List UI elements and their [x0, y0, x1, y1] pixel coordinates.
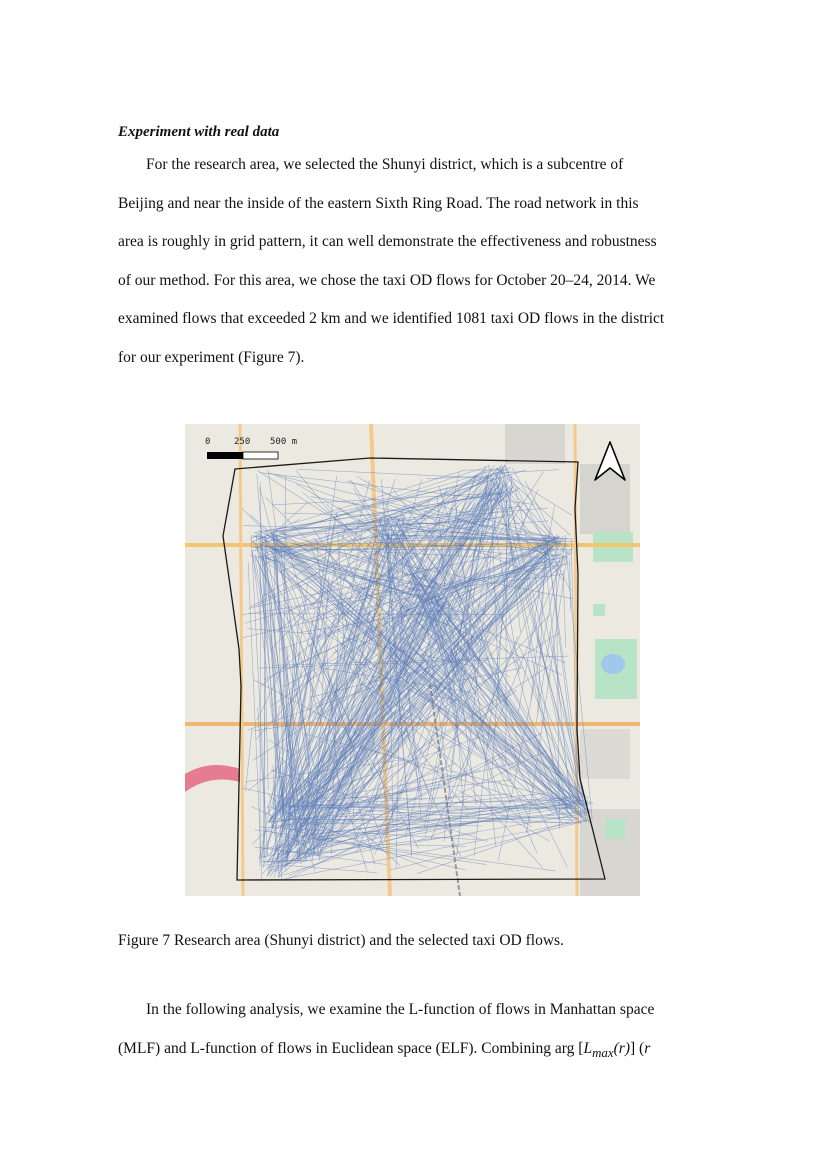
paragraph-research-area	[118, 146, 718, 378]
text-line: For the research area, we selected the Shunyi district, which is a subcentre of	[146, 156, 624, 173]
text-line: Beijing and near the inside of the eastern Sixth Ring Road. The road network in this	[118, 194, 639, 212]
paragraph-analysis	[118, 991, 718, 1072]
text-fragment: ] (	[629, 1039, 645, 1057]
math-l: L	[583, 1039, 593, 1057]
text-line	[118, 1030, 718, 1073]
scale-label-500: 500 m	[270, 437, 298, 447]
figure-caption: Figure 7 Research area (Shunyi district) and the selected taxi OD flows.	[118, 932, 564, 949]
scale-label-250: 250	[234, 437, 251, 447]
math-argument: (r)	[613, 1039, 630, 1057]
figure-7-map	[185, 424, 640, 896]
scale-segment-white	[243, 452, 278, 459]
math-subscript: max	[592, 1044, 614, 1060]
text-fragment: (MLF) and L-function of flows in Euclidean space (ELF). Combining arg [	[118, 1039, 584, 1057]
section-heading: Experiment with real data	[118, 124, 280, 140]
map-svg	[185, 424, 640, 896]
lake	[601, 654, 625, 674]
park-area	[605, 819, 625, 839]
text-line: examined flows that exceeded 2 km and we identified 1081 taxi OD flows in the district	[118, 310, 665, 328]
park-area	[593, 604, 605, 616]
math-var: r	[644, 1039, 651, 1057]
text-line: for our experiment (Figure 7).	[118, 348, 305, 366]
text-line: In the following analysis, we examine the L-function of flows in Manhattan space	[146, 1001, 655, 1018]
scale-label-0: 0	[205, 437, 211, 447]
text-line: area is roughly in grid pattern, it can well demonstrate the effectiveness and robustness	[118, 233, 657, 251]
map-block	[505, 424, 565, 464]
text-line: of our method. For this area, we chose the taxi OD flows for October 20–24, 2014. We	[118, 271, 656, 289]
scale-segment-black	[207, 452, 243, 459]
